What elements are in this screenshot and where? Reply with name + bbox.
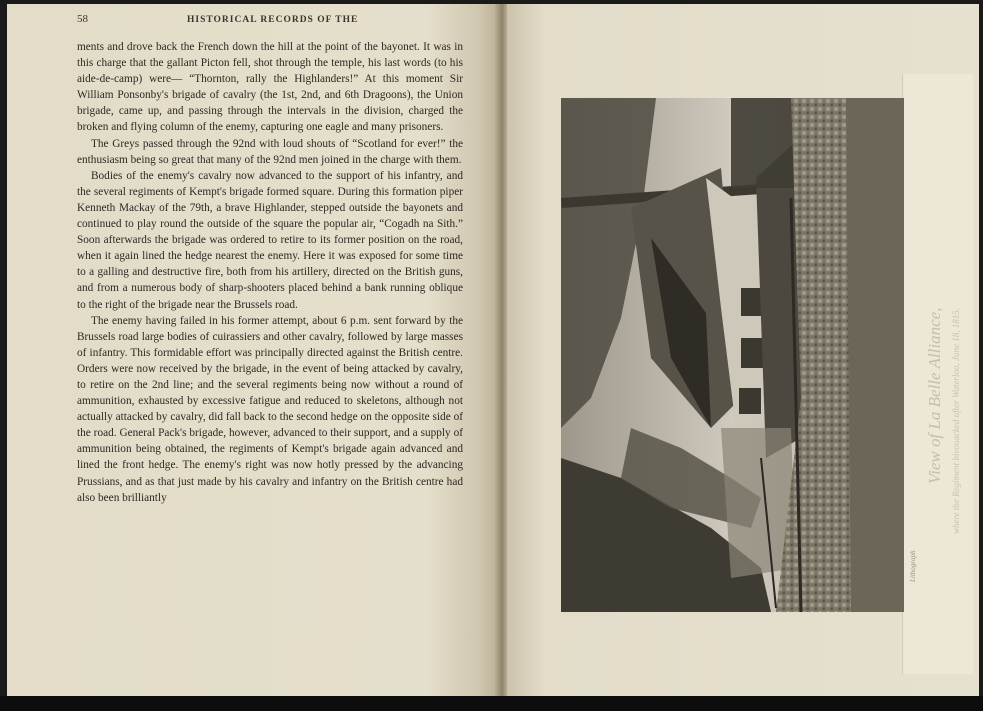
right-page bbox=[507, 4, 979, 696]
viewer-bottom-bar bbox=[0, 696, 983, 711]
running-head: HISTORICAL RECORDS OF THE bbox=[187, 15, 359, 25]
paragraph: ments and drove back the French down the hill at the point of the bayonet. It was in this charge that the gallant Picton fell, shot through the temple, his last words (to his aide-de-camp) were— “Thornton, rally the Highlanders!” At this moment Sir William Ponsonby's brigade of cavalry (the 1st, 2nd, and 6th Dragoons), the Union brigade, came up, and passing through the intervals in the division, charged the broken and flying column of the enemy, capturing one eagle and many prisoners. bbox=[77, 41, 463, 134]
plate-subcaption: where the Regiment bivouacked after Waterloo, June 18, 1815. bbox=[951, 307, 961, 534]
paragraph: The enemy having failed in his former attempt, about 6 p.m. sent forward by the Brussels road large bodies of cuirassiers and other cavalry, followed by large masses of infantry. This formidable effort was principally directed against the British centre. Orders were now received by the brigade, in the event of being attacked by cavalry, to retire on the 2nd line; and the several regiments being now without a round of ammunition, exhausted by excessive fatigue and reduced to skeletons, although not actually attacked by cavalry, did fall back to the second hedge on the opposite side of the road. General Pack's brigade, however, advanced to their support, and a supply of ammunition being obtained, the regiments of Kempt's brigade again advanced and lined the front hedge. The enemy's right was now hotly pressed by the advancing Prussians, and as that just made by his cavalry and infantry on the British centre had also been brilliantly bbox=[77, 314, 463, 504]
farmhouse-engraving bbox=[561, 98, 904, 612]
illustration-plate bbox=[561, 98, 904, 612]
plate-caption: View of La Belle Alliance, bbox=[925, 307, 944, 484]
artist-credit: Lithograph bbox=[909, 550, 917, 582]
page-number: 58 bbox=[77, 13, 88, 25]
paragraph: Bodies of the enemy's cavalry now advanced to the support of his infantry, and the several regiments of Kempt's brigade formed square. During this formation piper Kenneth Mackay of the 79th, a brave Highlander, stepped outside the bayonets and continued to play round the outside of the square the popular air, “Cogadh na Sith.” Soon afterwards the brigade was ordered to retire to its former position on the road, when it again lined the hedge nearest the enemy. Here it was exposed for some time to a galling and destructive fire, both from his artillery, directed on the British guns, and from a numerous body of sharp-shooters placed behind a bank running oblique to the right of the brigade near the Brussels road. bbox=[77, 169, 463, 311]
book-spread bbox=[7, 4, 979, 696]
body-text bbox=[77, 39, 463, 506]
left-page bbox=[7, 4, 500, 696]
paragraph: The Greys passed through the 92nd with loud shouts of “Scotland for ever!” the enthusiasm being so great that many of the 92nd men joined in the charge with them. bbox=[77, 137, 463, 166]
